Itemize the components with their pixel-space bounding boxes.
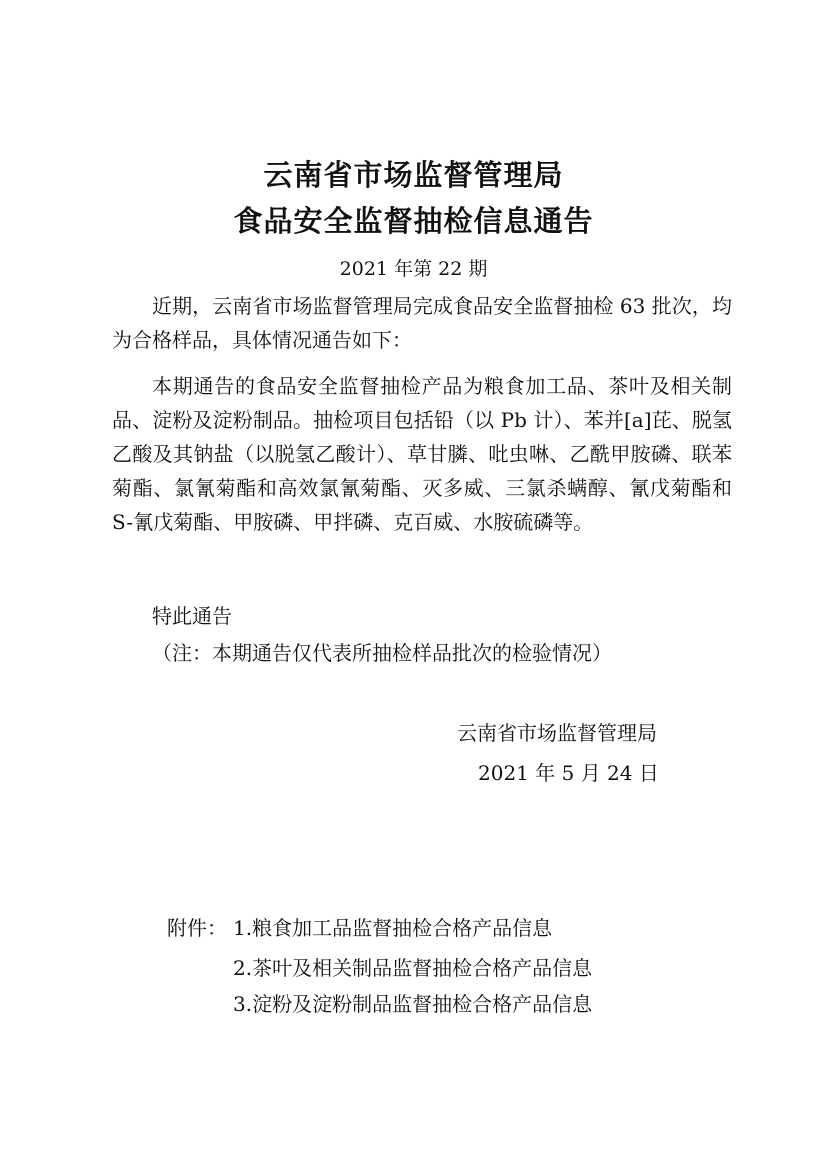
document-title-line1: 云南省市场监督管理局 bbox=[263, 158, 564, 192]
attachment-item: 1.粮食加工品监督抽检合格产品信息 bbox=[233, 916, 553, 940]
attachments-label: 附件： bbox=[167, 916, 227, 940]
signature-organization: 云南省市场监督管理局 bbox=[457, 721, 657, 745]
document-title-line2: 食品安全监督抽检信息通告 bbox=[233, 204, 594, 238]
note-paragraph: （注：本期通告仅代表所抽检样品批次的检验情况） bbox=[152, 641, 612, 665]
issue-number: 2021 年第 22 期 bbox=[339, 258, 488, 280]
attachment-item: 3.淀粉及淀粉制品监督抽检合格产品信息 bbox=[233, 992, 593, 1016]
intro-paragraph: 近期，云南省市场监督管理局完成食品安全监督抽检 63 批次，均为合格样品，具体情况通告如下： bbox=[112, 294, 732, 352]
scope-paragraph: 本期通告的食品安全监督抽检产品为粮食加工品、茶叶及相关制品、淀粉及淀粉制品。抽检项目包括铅（以 Pb 计）、苯并[a]芘、脱氢乙酸及其钠盐（以脱氢乙酸计）、草甘膦、吡虫啉、乙酰甲胺磷、联苯菊酯、氯氰菊酯和高效氯氰菊酯、灭多威、三氯杀螨醇、氰戊菊酯和 S-氰戊菊酯、甲胺磷、甲拌磷、克百威、水胺硫磷等。 bbox=[112, 374, 732, 534]
attachment-item: 2.茶叶及相关制品监督抽检合格产品信息 bbox=[233, 956, 593, 980]
signature-date: 2021 年 5 月 24 日 bbox=[478, 761, 659, 785]
special-notice: 特此通告 bbox=[152, 604, 232, 628]
